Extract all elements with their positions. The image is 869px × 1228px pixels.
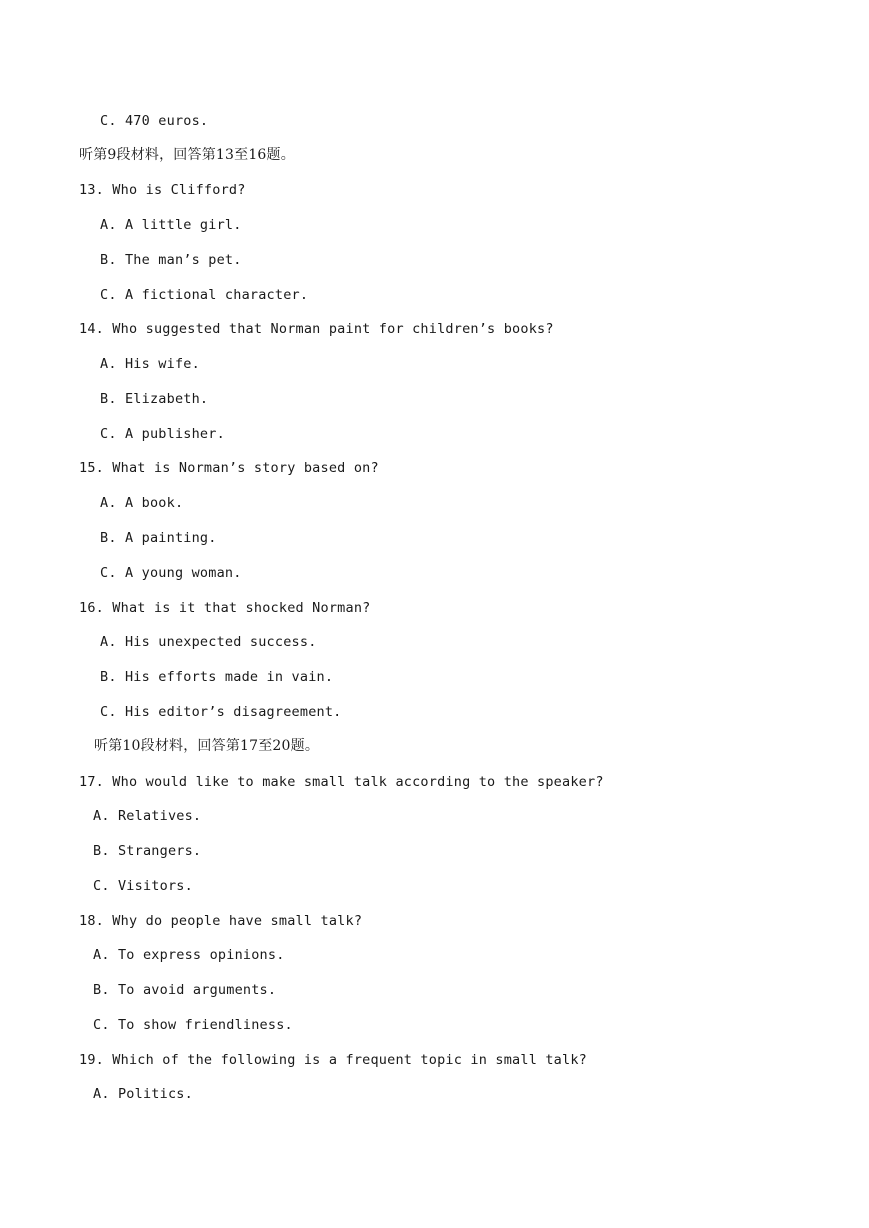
option-17a: A. Relatives. — [93, 808, 202, 824]
option-19a: A. Politics. — [93, 1086, 193, 1102]
option-18b: B. To avoid arguments. — [93, 982, 277, 998]
question-18: 18. Why do people have small talk? — [79, 913, 363, 929]
question-14: 14. Who suggested that Norman paint for children’s books? — [79, 321, 554, 337]
option-16a: A. His unexpected success. — [100, 634, 317, 650]
option-17c: C. Visitors. — [93, 878, 193, 894]
option-15a: A. A book. — [100, 495, 184, 511]
question-17: 17. Who would like to make small talk according to the speaker? — [79, 774, 604, 790]
question-16: 16. What is it that shocked Norman? — [79, 600, 371, 616]
option-16b: B. His efforts made in vain. — [100, 669, 334, 685]
option-18c: C. To show friendliness. — [93, 1017, 293, 1033]
option-15b: B. A painting. — [100, 530, 217, 546]
option-15c: C. A young woman. — [100, 565, 242, 581]
option-18a: A. To express opinions. — [93, 947, 285, 963]
option-13c: C. A fictional character. — [100, 287, 309, 303]
option-14a: A. His wife. — [100, 356, 200, 372]
option-13b: B. The man’s pet. — [100, 252, 242, 268]
option-17b: B. Strangers. — [93, 843, 202, 859]
question-13: 13. Who is Clifford? — [79, 182, 246, 198]
question-15: 15. What is Norman’s story based on? — [79, 460, 379, 476]
section-9-instruction: 听第9段材料，回答第13至16题。 — [79, 147, 295, 163]
section-10-instruction: 听第10段材料，回答第17至20题。 — [94, 738, 320, 754]
option-14b: B. Elizabeth. — [100, 391, 209, 407]
question-19: 19. Which of the following is a frequent topic in small talk? — [79, 1052, 587, 1068]
option-16c: C. His editor’s disagreement. — [100, 704, 342, 720]
option-12c: C. 470 euros. — [100, 113, 209, 129]
option-14c: C. A publisher. — [100, 426, 225, 442]
option-13a: A. A little girl. — [100, 217, 242, 233]
